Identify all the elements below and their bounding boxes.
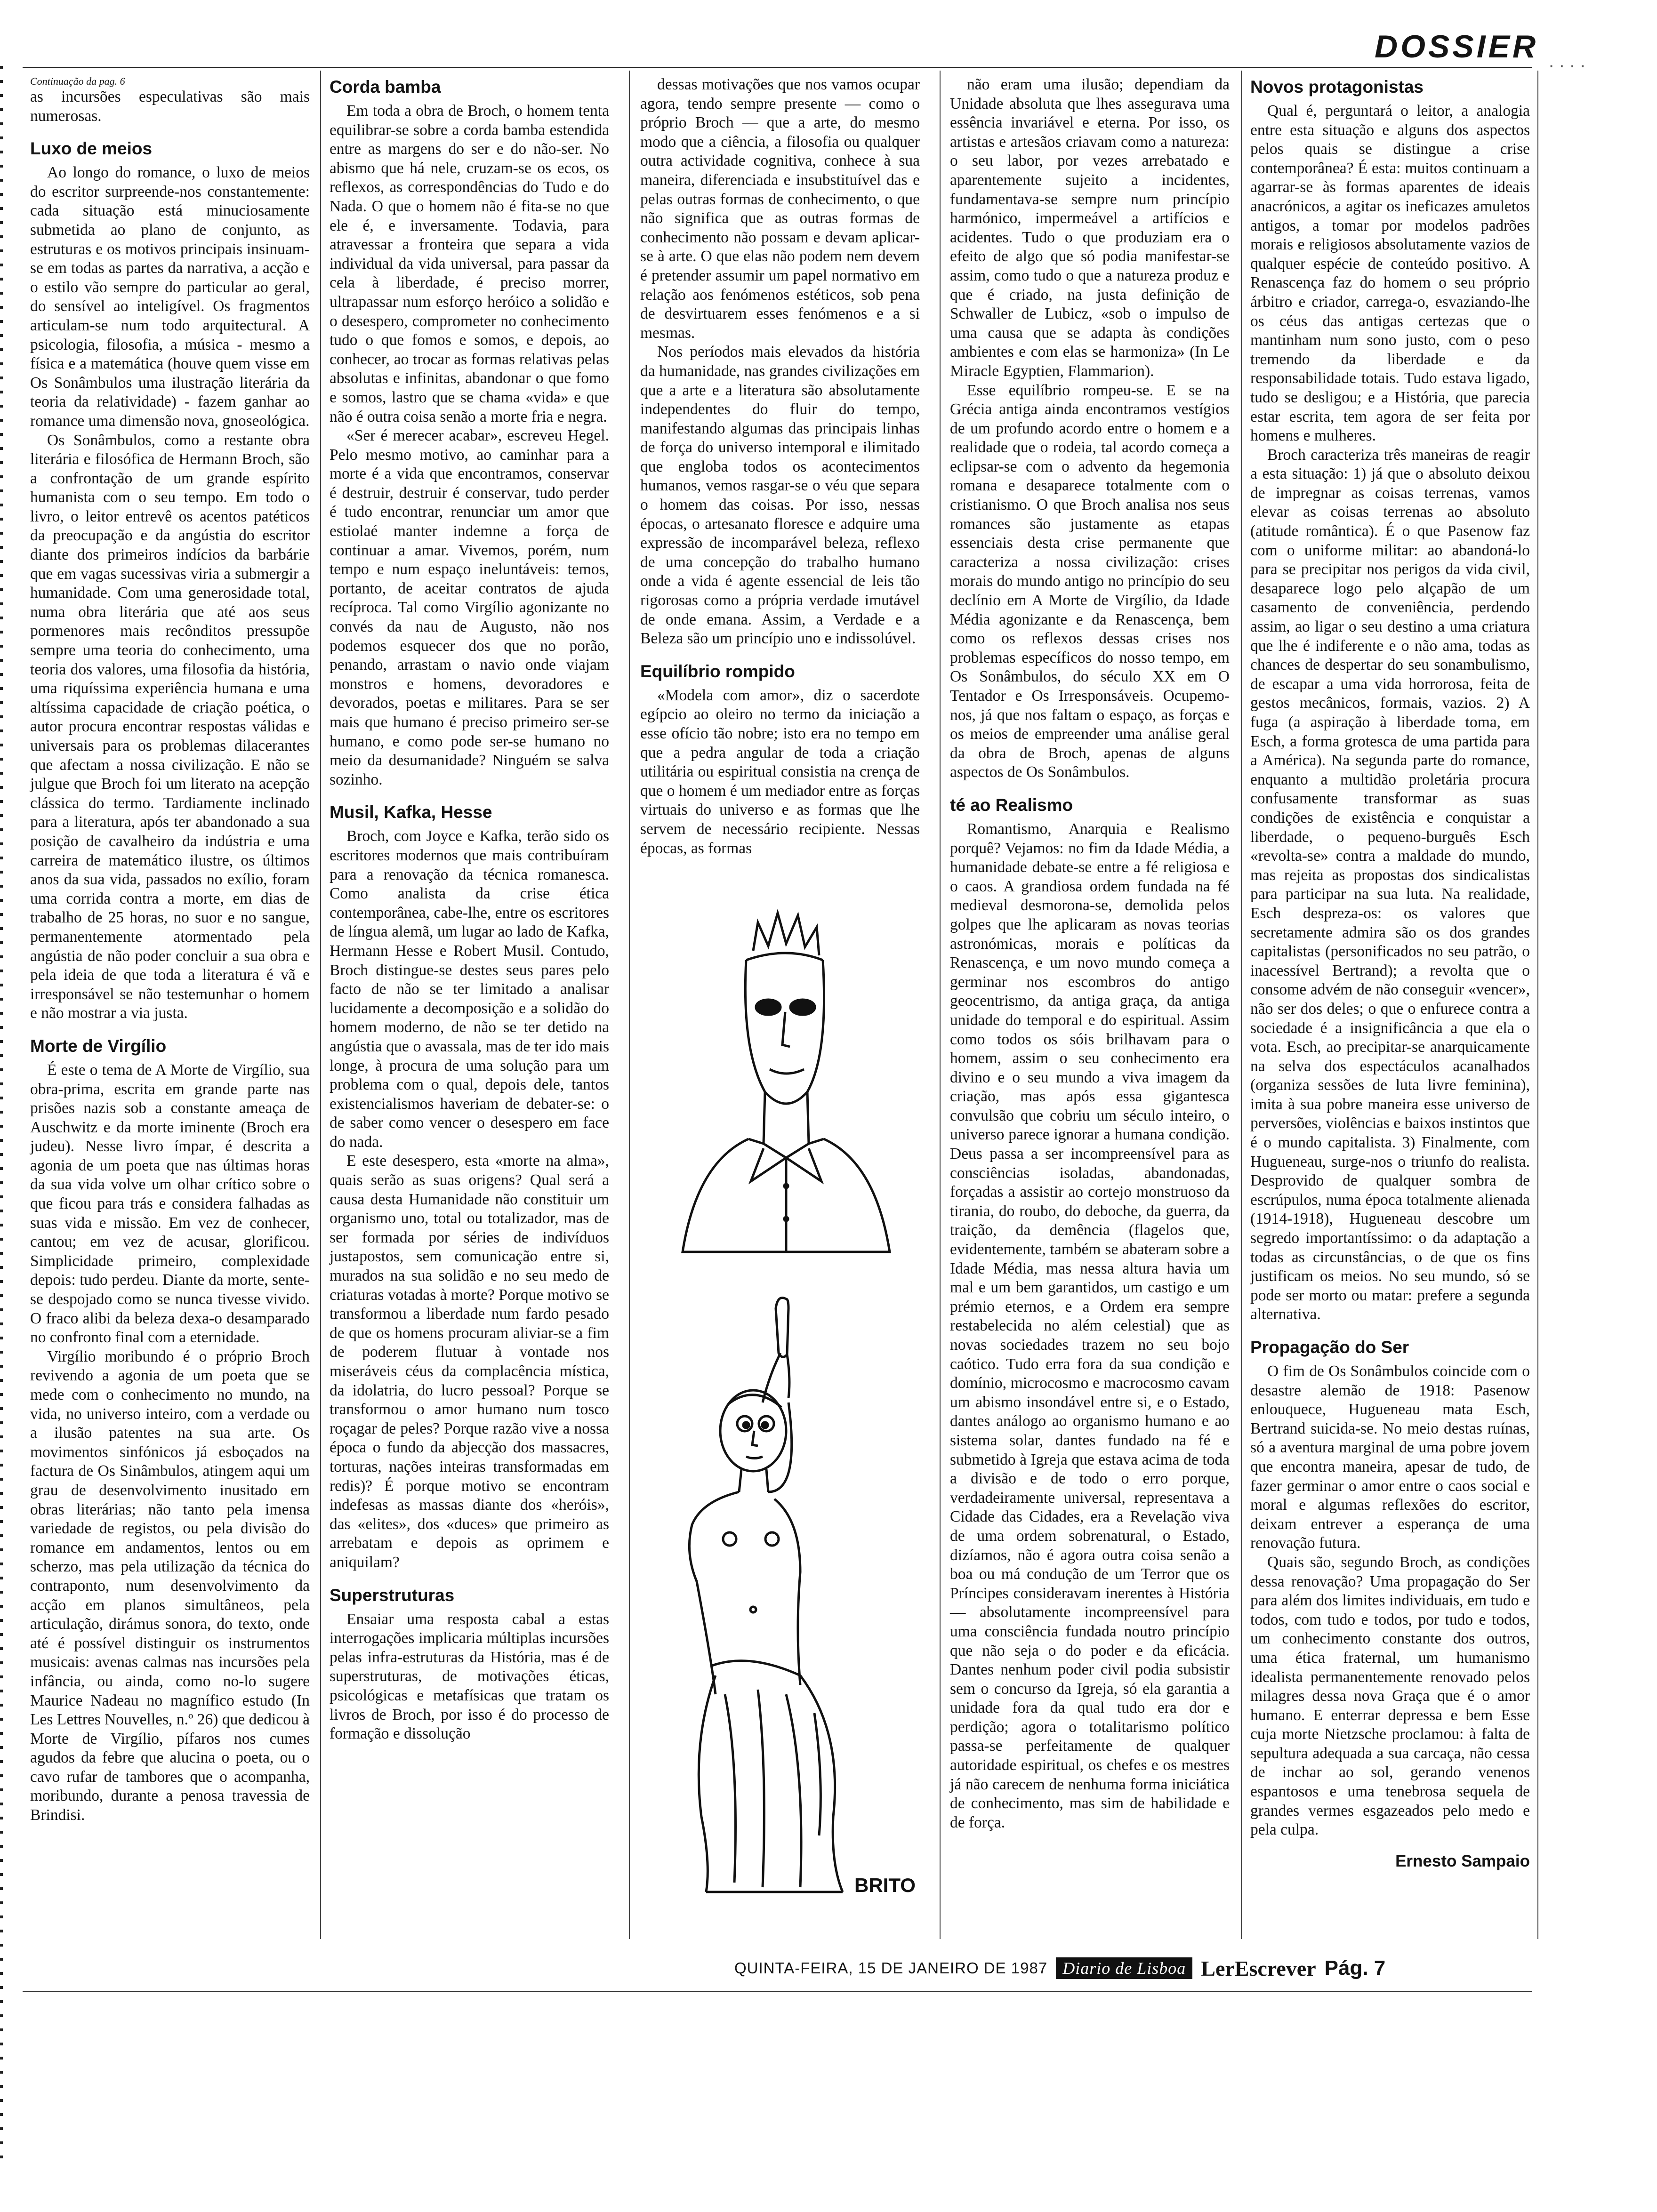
subheading: Equilíbrio rompido xyxy=(640,661,795,681)
paragraph: Broch, com Joyce e Kafka, terão sido os escritores modernos que mais contribuíram para a renovação da técnica romanesca. Como analista da crise ética contemporânea, cabe-lhe, entre os escritores de língua alemã, um lugar ao lado de Kafka, Hermann Hesse e Robert Musil. Contudo, Broch distingue-se destes seus pares pelo facto de não se ter limitado a analisar lucidamente a decomposição e a solidão do homem moderno, de não se ter detido na angústia que o avassala, mas de ter ido mais longe, à procura de uma solução para um problema com o qual, depois dele, tantos existencialismos haveriam de debater-se: o de saber como vencer o desespero em face do nada. xyxy=(330,827,609,1151)
top-rule xyxy=(23,67,1532,68)
subheading: Superstruturas xyxy=(330,1585,455,1605)
column-rule xyxy=(940,71,941,1939)
paragraph: Qual é, perguntará o leitor, a analogia entre esta situação e alguns dos aspectos pelos quais se distingue a crise contemporânea? É esta: muitos continuam a agarrar-se às formas aparentes de ideais anacrónicos, a agitar os ineficazes amuletos antigos, a tomar por modelos padrões morais e religiosos absolutamente vazios de qualquer espécie de conteúdo positivo. A Renascença faz do homem o seu próprio árbitro e criador, carrega-o, esvaziando-lhe os céus das antigas certezas que o mantinham num sono justo, com o peso tremendo da liberdade e da responsabilidade totais. Tudo estava ligado, tudo se desligou; e a História, que parecia estar escrita, tem agora de ser feita por homens e mulheres. xyxy=(1250,102,1530,445)
paragraph: dessas motivações que nos vamos ocupar agora, tendo sempre presente — como o próprio Broch — que a arte, do mesmo modo que a ciência, a filosofia ou qualquer outra actividade cognitiva, conhece à sua maneira, diferenciada e insubstituível das e pelas outras formas de conhecimento, o que não significa que as outras formas de conhecimento não possam e devam aplicar-se à arte. O que elas não podem nem devem é pretender assumir um papel normativo em relação aos fenómenos estéticos, sob pena de desvirtuarem esses fenómenos e a si mesmas. xyxy=(640,76,920,342)
paragraph: Romantismo, Anarquia e Realismo porquê? Vejamos: no fim da Idade Média, a humanidade debate-se entre a fé religiosa e o caos. A grandiosa ordem fundada na fé medieval desmorona-se, demolida pelos golpes que lhe aplicaram as novas teorias astronómicas, morais e políticas da Renascença, e um novo mundo começa a germinar nos escombros do antigo geocentrismo, da antiga graça, da antiga unidade do temporal e do espiritual. Assim como todos os sóis brilhavam para o homem, assim o seu conhecimento era divino e o seu mundo a viva imagem da criação, mas após essa gigantesca convulsão que cobriu um século inteiro, o universo parece ignorar a humana condição. Deus passa a ser incompreensível para as consciências isoladas, abandonadas, forçadas a assistir ao cortejo monstruoso da tirania, do roubo, do deboche, da guerra, da traição, da demência (flagelos que, evidentemente, também se abateram sobre a Idade Média, mas nessa altura havia um mal e um bem garantidos, um castigo e um prémio eternos, e a Ordem era sempre restabelecida no além celestial) que as novas sociedades trazem no seu bojo caótico. Tudo erra fora da sua condição e domínio, microcosmo e macrocosmo cavam um abismo insondável entre si, e o Estado, dantes análogo ao organismo humano e ao sistema solar, dantes fundado na fé e submetido à Igreja que estava acima de toda a divisão e de todo o erro porque, verdadeiramente universal, representava a Cidade das Cidades, era a Revelação viva de uma ordem sobrenatural, o Estado, dizíamos, não é agora outra coisa senão a boa ou má condução de um Terror que os Príncipes consideravam inerentes à História — absolutamente incompreensível para uma consciência fundada noutro princípio que não seja o do poder e da eficácia. Dantes nenhum poder civil podia subsistir sem o concurso da Igreja, só ela garantia a unidade fora da qual tudo era dor e perdição; agora o totalitarismo político passa-se perfeitamente de qualquer autoridade espiritual, os chefes e os mestres já não carecem de nenhuma forma iniciática de conhecimento, mas sim de habilidade e de força. xyxy=(950,820,1230,1831)
column-rule xyxy=(629,71,630,1939)
paragraph: Os Sonâmbulos, como a restante obra literária e filosófica de Hermann Broch, são a confrontação de um grande espírito humanista com o seu tempo. Em todo o livro, o leitor entrevê os acentos patéticos da preocupação e da angústia do escritor diante dos primeiros indícios da barbárie que em vagas sucessivas viria a submergir a humanidade. Com uma generosidade total, numa obra literária que até aos seus pormenores mais recônditos pressupõe sempre uma teoria do conhecimento, uma teoria dos valores, uma filosofia da história, uma riquíssima experiência humana e uma altíssima capacidade de criação poética, o autor procura encontrar respostas válidas e universais para os problemas dilacerantes que afectam a nossa civilização. E não se julgue que Broch foi um literato na acepção clássica do termo. Tardiamente inclinado para a literatura, após ter abandonado a sua posição de cavalheiro da indústria e uma carreira de matemático ilustre, os últimos anos da sua vida, passados no exílio, foram uma corrida contra a morte, em dias de trabalho de 25 horas, no suor e no sangue, permanentemente atormentado pela angústia de não poder concluir a sua obra e pela ideia de que toda a literatura é vã e irresponsável se não testemunhar o homem e não mostrar a via justa. xyxy=(30,431,310,1022)
scan-edge xyxy=(0,66,3,2160)
subheading: Novos protagonistas xyxy=(1250,77,1424,96)
venus-drawing xyxy=(689,1298,843,1892)
continuation-note: Continuação da pag. 6 xyxy=(30,75,125,87)
page-number: Pág. 7 xyxy=(1324,1956,1386,1980)
cartoon-illustration xyxy=(645,894,916,1918)
paragraph: «Ser é merecer acabar», escreveu Hegel. Pelo mesmo motivo, ao caminhar para a morte é a vida que encontramos, conservar é destruir, destruir é conservar, tudo perder é tudo encontrar, renunciar um amor que estiolaé manter indemne a força de continuar a amar. Vivemos, porém, num tempo e num espaço ineluntáveis: temos, portanto, de aceitar contratos de ajuda recíproca. Tal como Virgílio agonizante no convés da nau de Augusto, não nos podemos esquecer dos que no porão, penando, arrastam o navio onde viajam monstros e homens, devoradores e devorados, poetas e militares. Para se ser mais que humano é preciso primeiro ser-se humano, e como pode ser-se humano no meio da desumanidade? Ninguém se salva sozinho. xyxy=(330,427,609,788)
subheading: Propagação do Ser xyxy=(1250,1338,1409,1357)
column-rule xyxy=(320,71,321,1939)
paragraph: Quais são, segundo Broch, as condições dessa renovação? Uma propagação do Ser para além dos limites individuais, em tudo e todos, com tudo e todos, por tudo e todos, um conhecimento constante dos outros, uma ética fraternal, um humanismo idealista permanentemente renovado pelos milagres dessa nova Graça que é o amor humano. E enterrar depressa e bem Esse cuja morte Nietzsche proclamou: à falta de sepultura adequada a sua carcaça, não cessa de inchar ao sol, gerando venenos espantosos e uma tenebrosa sequela de grandes vermes esgazeados pelo medo e pela culpa. xyxy=(1250,1553,1530,1839)
subheading: Luxo de meios xyxy=(30,139,153,159)
paragraph: É este o tema de A Morte de Virgílio, sua obra-prima, escrita em grande parte nas prisões nazis sob a constante ameaça de Auschwitz e da morte iminente (Broch era judeu). Nesse livro ímpar, é descrita a agonia de um poeta que nas últimas horas da sua vida volve um olhar crítico sobre o que ficou para trás e considera falhadas as suas vida e missão. Em vez de conhecer, cantou; em vez de acusar, glorificou. Simplicidade primeiro, complexidade depois: tudo perdeu. Diante da morte, sente-se despojado como se nunca tivesse vivido. O fraco alibi da beleza dexa-o desamparado no confronto final com a eternidade. xyxy=(30,1061,310,1346)
header-ornament: . . . . xyxy=(1549,51,1585,72)
paragraph: Broch caracteriza três maneiras de reagir a esta situação: 1) já que o absoluto deixou de impregnar as coisas terrenas, vamos elevar as coisas terrenas ao absoluto (atitude romântica). É o que Pasenow faz com o uniforme militar: ao abandoná-lo para se precipitar nos perigos da vida civil, desaparece logo pelo alçapão de um casamento de conveniência, perdendo assim, ao ligar o seu destino a uma criatura que lhe é indiferente e o não ama, todas as chances de despertar do seu sonambulismo, de escapar a uma vida horrorosa, feita de gestos mecânicos, formais, vazios. 2) A fuga (a aspiração à liberdade toma, em Esch, a forma grotesca de uma partida para a América). Na segunda parte do romance, enquanto a multidão proletária procura confusamente transformar as suas condições de existência e conquistar a liberdade, o pequeno-burguês Esch «revolta-se» contra a maldade do mundo, mas rejeita as propostas dos sindicalistas para participar na sua luta. Na realidade, Esch despreza-os: os valores que secretamente admira são os dos grandes capitalistas (personificados no seu patrão, o inacessível Bertrand); a revolta que o consome advém de não conseguir «vencer», não ser dos deles; o que o enfurece contra a sociedade é a insignificância a que ela o vota. Esch, ao precipitar-se anarquicamente na selva dos espectáculos acanalhados (organiza sessões de luta livre feminina), imita à sua pobre maneira esse universo de perversões, violências e baixos instintos que é o mundo capitalista. 3) Finalmente, com Hugueneau, surge-nos o triunfo do realista. Desprovido de qualquer sombra de escrúpulos, numa época totalmente alienada (1914-1918), Hugueneau descobre um segredo importantíssimo: o da adaptação a todas as circunstâncias, o de que os fins justificam os meios. No seu mundo, só se pode ser morto ou matar: prefere a segunda alternativa. xyxy=(1250,446,1530,1323)
section-header: DOSSIER xyxy=(1375,29,1539,64)
illustrator-signature: BRITO xyxy=(854,1874,916,1896)
section-name: LerEscrever xyxy=(1201,1956,1316,1980)
subheading: té ao Realismo xyxy=(950,795,1073,815)
paragraph: Em toda a obra de Broch, o homem tenta equilibrar-se sobre a corda bamba estendida entre as margens do ser e do não-ser. No abismo que há nele, cruzam-se os ecos, os reflexos, as correspondências do Tudo e do Nada. O que o homem não é fita-se no que ele é, e inversamente. Todavia, para atravessar a fronteira que separa a vida individual da vida universal, para passar da cela à liberdade, é preciso morrer, ultrapassar num esforço heróico a solidão e o desespero, comprometer no conhecimento tudo o que fomos e somos, e depois, ao conhecer, ao trocar as formas relativas pelas absolutas e infinitas, abandonar o que fomo e somos, lastro que se chama «vida» e que não é outra coisa senão a morte fria e negra. xyxy=(330,102,609,425)
paragraph: «Modela com amor», diz o sacerdote egípcio ao oleiro no termo da iniciação a esse ofício tão nobre; isto era no tempo em que a pedra angular de toda a criação utilitária ou espiritual consistia na crença de que o homem é um mediador entre as forças virtuais do universo e as formas que lhe servem de necessário recipiente. Nessas épocas, as formas xyxy=(640,686,920,857)
column-1 xyxy=(30,75,310,1825)
author-byline: Ernesto Sampaio xyxy=(1395,1851,1530,1870)
column-5 xyxy=(1250,75,1530,1871)
paragraph: Virgílio moribundo é o próprio Broch revivendo a agonia de um poeta que se mede com o conhecimento no mundo, na vida, no universo inteiro, com a verdade ou a ilusão patentes na sua arte. Os movimentos sinfónicos já esboçados na factura de Os Sinâmbulos, atingem aqui um grau de desenvolvimento inusitado em obras literárias; não tanto pela imensa variedade de registos, ou pela divisão do romance em andamentos, lentos ou em scherzo, mas pela utilização da técnica do contraponto, num desenvolvimento da acção em planos simultâneos, pela articulação, dirámus sonora, do texto, onde até é possível distinguir os instrumentos musicais: avenas calmas nas incursões pela infância, ou ainda, como no-lo sugere Maurice Nadeau no magnífico estudo (In Les Lettres Nouvelles, n.º 26) que dedicou à Morte de Virgílio, pífaros nos cumes agudos da febre que alucina o poeta, ou o cavo rufar de tambores que o acompanha, moribundo, durante a penosa travessia de Brindisi. xyxy=(30,1347,310,1824)
crowned-man-drawing xyxy=(683,913,890,1252)
page-footer xyxy=(734,1954,1385,1982)
paragraph: Esse equilíbrio rompeu-se. E se na Grécia antiga ainda encontramos vestígios de um profundo acordo entre o homem e a realidade que o rodeia, tal acordo começa a eclipsar-se com o advento da hegemonia romana e desaparece totalmente com o cristianismo. O que Broch analisa nos seus romances são justamente as etapas essenciais desta crise permanente que caracteriza a nossa civilização: crises morais do mundo antigo no princípio do seu declínio em A Morte de Virgílio, da Idade Média agonizante e da Renascença, bem como os reflexos dessas crises nos problemas específicos do nosso tempo, em Os Sonâmbulos, do século XX em O Tentador e Os Irresponsáveis. Ocupemo-nos, já que nos faltam o espaço, as forças e os meios de empreender uma análise geral da obra de Broch, apenas de alguns aspectos de Os Sonâmbulos. xyxy=(950,381,1230,781)
paragraph: as incursões especulativas são mais numerosas. xyxy=(30,88,310,125)
paragraph: E este desespero, esta «morte na alma», quais serão as suas origens? Qual será a causa desta Humanidade não constituir um organismo uno, total ou totalizador, mas de ser formada por séries de indivíduos justapostos, sem comunicação entre si, murados na sua solidão e no seu medo de criaturas votadas à morte? Porque motivo se transformou a liberdade num fardo pesado de que os homens procuram aliviar-se a fim de poderem flutuar à vontade nos miseráveis céus da complacência mística, da idolatria, do lucro pessoal? Porque se transformou o amor humano num tosco roçagar de peles? Porque razão vive a nossa época o fundo da abjecção dos massacres, torturas, nações inteiras transformadas em redis)? É porque motivo se encontram indefesas as massas diante dos «heróis», das «elites», dos «duces» que primeiro as arrebatam e depois as oprimem e aniquilam? xyxy=(330,1152,609,1571)
subheading: Musil, Kafka, Hesse xyxy=(330,802,492,822)
subheading: Morte de Virgílio xyxy=(30,1036,167,1056)
paragraph: Nos períodos mais elevados da história da humanidade, nas grandes civilizações em que a arte e a literatura são absolutamente independentes do fluir do tempo, manifestando algumas das principais linhas de força do universo intemporal e ilimitado que engloba todos os acontecimentos humanos, vemos rasgar-se o véu que separa o homem das coisas. Por isso, nessas épocas, o artesanato floresce e adquire uma expressão de incomparável beleza, reflexo de uma concepção do trabalho humano onde a vida é agente essencial de leis tão rigorosas como a própria verdade imutável de onde emana. Assim, a Verdade e a Beleza são um princípio uno e indissolúvel. xyxy=(640,343,920,648)
column-3 xyxy=(640,75,920,858)
masthead-logo: Diario de Lisboa xyxy=(1056,1957,1192,1979)
column-4 xyxy=(950,75,1230,1832)
subheading: Corda bamba xyxy=(330,77,441,96)
bottom-rule xyxy=(23,1991,1532,1992)
paragraph: O fim de Os Sonâmbulos coincide com o desastre alemão de 1918: Pasenow enlouquece, Hugueneau mata Esch, Bertrand suicida-se. No meio destas ruínas, só a aventura marginal de uma pobre jovem que encontra maneira, apesar de tudo, de fazer germinar o amor entre o caos social e moral e algumas reflexões do escritor, deixam entrever a esperança de uma renovação futura. xyxy=(1250,1362,1530,1552)
paragraph: Ao longo do romance, o luxo de meios do escritor surpreende-nos constantemente: cada situação está minuciosamente submetida ao plano de conjunto, as estruturas e os motivos principais insinuam-se em todas as partes da narrativa, a acção e o estilo vão sempre do particular ao geral, do sensível ao inteligível. Os fragmentos articulam-se num todo arquitectural. A psicologia, filosofia, a música - mesmo a física e a matemática (houve quem visse em Os Sonâmbulos uma ilustração literária da teoria da relatividade) - fazem ganhar ao romance uma dimensão nova, gnoseológica. xyxy=(30,164,310,430)
paragraph: Ensaiar uma resposta cabal a estas interrogações implicaria múltiplas incursões pelas infra-estruturas da História, mas é de superstruturas, de motivações éticas, psicológicas e metafísicas que tratam os livros de Broch, por isso é do processo de formação e dissolução xyxy=(330,1610,609,1743)
column-2 xyxy=(330,75,609,1744)
paragraph: não eram uma ilusão; dependiam da Unidade absoluta que lhes assegurava uma essência invariável e eterna. Por isso, os artistas e artesãos criavam como a natureza: o seu labor, por vezes arrebatado e aparentemente sujeito a incidentes, fundamentava-se sempre num princípio harmónico, impermeável a artifícios e acidentes. Tudo o que produziam era o efeito de algo que só podia manifestar-se assim, como tudo o que a natureza produz e que é criado, na justa definição de Schwaller de Lubicz, «sob o impulso de uma causa que se adapta às condições ambientes e com elas se harmoniza» (In Le Miracle Egyptien, Flammarion). xyxy=(950,76,1230,380)
publication-date: QUINTA-FEIRA, 15 DE JANEIRO DE 1987 xyxy=(734,1959,1048,1977)
column-rule xyxy=(1241,71,1242,1939)
column-rule xyxy=(1537,71,1538,1939)
